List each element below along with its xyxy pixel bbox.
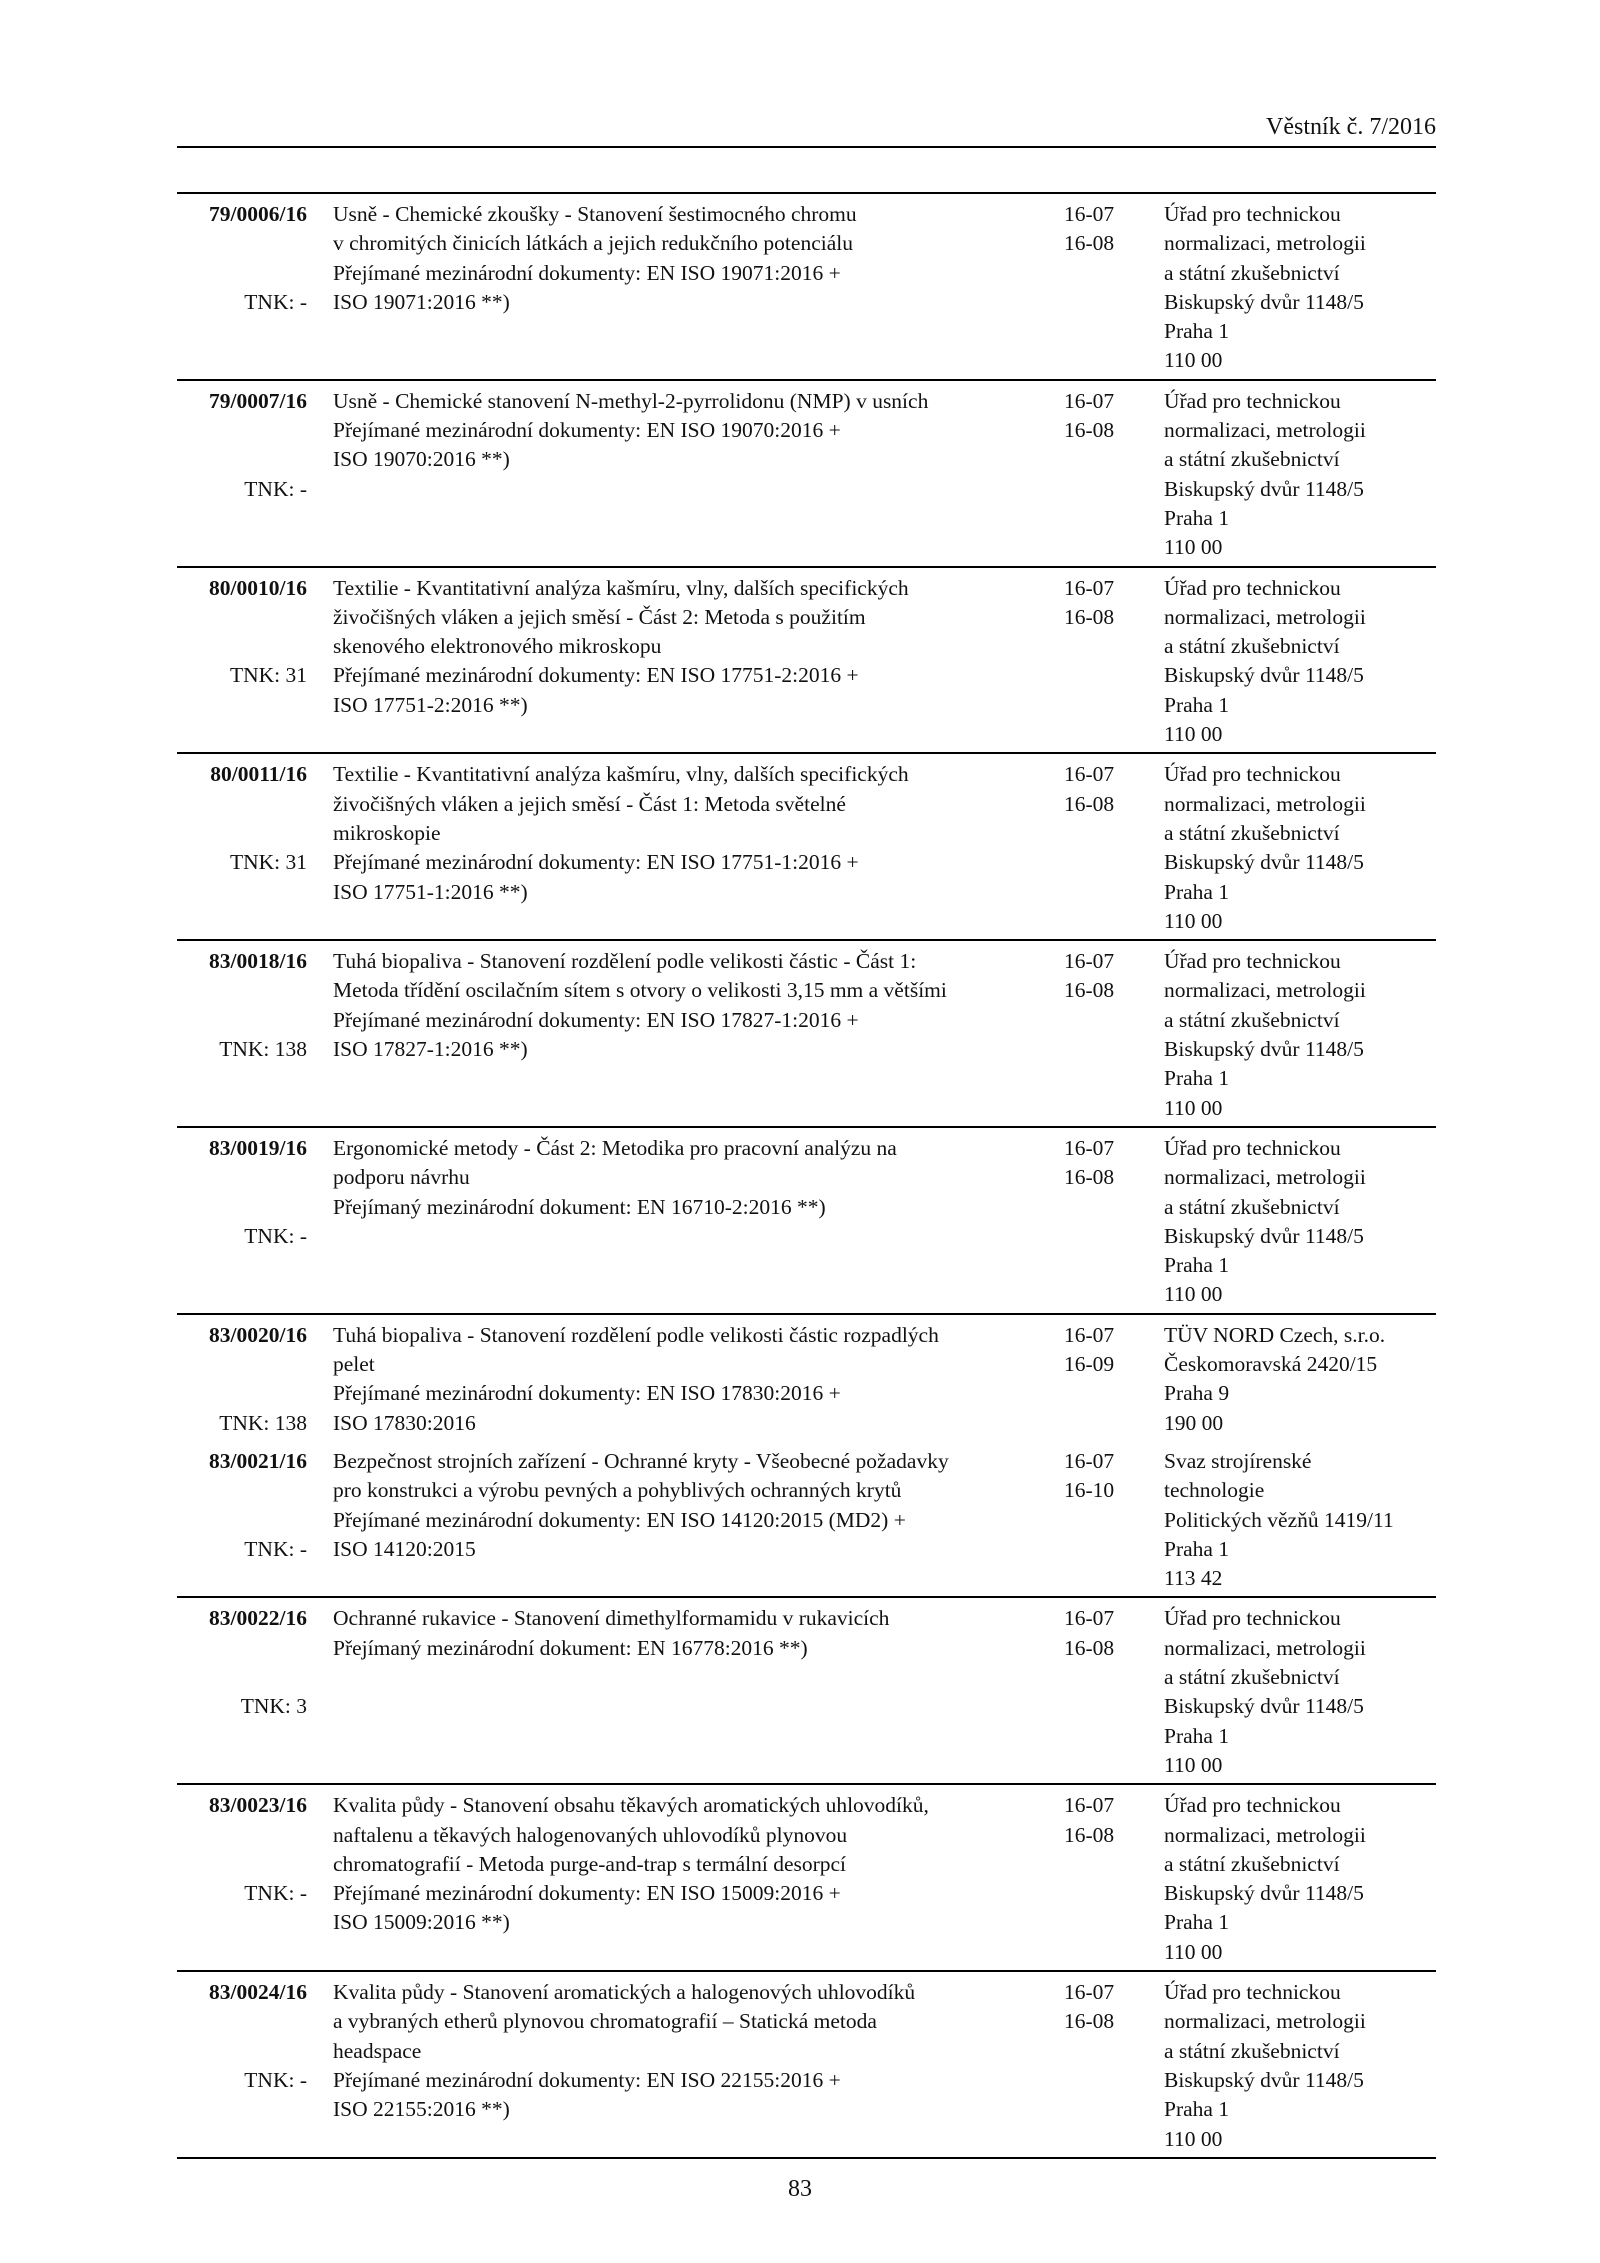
- date-codes: [1064, 200, 1134, 259]
- table-row: [177, 1598, 1436, 1785]
- tnk-label: TNK: -: [244, 476, 307, 501]
- address-line: Biskupský dvůr 1148/5: [1164, 1881, 1364, 1906]
- standard-code: 83/0023/16: [209, 1793, 307, 1818]
- row-identifier: [177, 387, 307, 504]
- title-line: ISO 17751-2:2016 **): [333, 692, 528, 717]
- address-line: Praha 1: [1164, 692, 1230, 717]
- address-line: normalizaci, metrologii: [1164, 604, 1366, 629]
- date-code: 16-08: [1064, 791, 1115, 816]
- standard-title: [333, 1604, 1033, 1663]
- tnk-label: TNK: 138: [219, 1410, 307, 1435]
- address-line: Úřad pro technickou: [1164, 949, 1341, 974]
- processor-address: [1164, 1447, 1436, 1593]
- address-line: 110 00: [1164, 2126, 1223, 2151]
- title-line: Bezpečnost strojních zařízení - Ochranné kryty - Všeobecné požadavky: [333, 1448, 949, 1473]
- address-line: normalizaci, metrologii: [1164, 2009, 1366, 2034]
- address-line: Praha 1: [1164, 1536, 1230, 1561]
- standard-code: 83/0020/16: [209, 1322, 307, 1347]
- address-line: 110 00: [1164, 1752, 1223, 1777]
- tnk-label: TNK: -: [244, 2067, 307, 2092]
- title-line: mikroskopie: [333, 820, 441, 845]
- address-line: a státní zkušebnictví: [1164, 1007, 1340, 1032]
- title-line: Přejímané mezinárodní dokumenty: EN ISO 17827-1:2016 +: [333, 1007, 859, 1032]
- date-code: 16-07: [1064, 1448, 1115, 1473]
- address-line: 110 00: [1164, 1282, 1223, 1307]
- table-row: [177, 941, 1436, 1128]
- title-line: Přejímané mezinárodní dokumenty: EN ISO 15009:2016 +: [333, 1881, 841, 1906]
- date-codes: [1064, 1134, 1134, 1193]
- date-code: 16-07: [1064, 762, 1115, 787]
- title-line: ISO 19071:2016 **): [333, 289, 510, 314]
- tnk-label: TNK: 3: [240, 1694, 307, 1719]
- standard-title: [333, 760, 1033, 906]
- address-line: TÜV NORD Czech, s.r.o.: [1164, 1322, 1386, 1347]
- date-code: 16-07: [1064, 1322, 1115, 1347]
- title-line: podporu návrhu: [333, 1165, 470, 1190]
- address-line: Úřad pro technickou: [1164, 1606, 1341, 1631]
- address-line: Českomoravská 2420/15: [1164, 1352, 1378, 1377]
- table-row: [177, 1315, 1436, 1441]
- title-line: Metoda třídění oscilačním sítem s otvory o velikosti 3,15 mm a většími: [333, 978, 947, 1003]
- row-identifier: [177, 1447, 307, 1564]
- title-line: Přejímané mezinárodní dokumenty: EN ISO 17830:2016 +: [333, 1381, 841, 1406]
- table-row: [177, 1785, 1436, 1972]
- date-code: 16-07: [1064, 1793, 1115, 1818]
- title-line: Kvalita půdy - Stanovení aromatických a halogenových uhlovodíků: [333, 1980, 916, 2005]
- address-line: 110 00: [1164, 348, 1223, 373]
- tnk-label: TNK: 138: [219, 1037, 307, 1062]
- address-line: Úřad pro technickou: [1164, 202, 1341, 226]
- address-line: Praha 9: [1164, 1381, 1230, 1406]
- standard-code: 79/0007/16: [209, 388, 307, 413]
- address-line: Biskupský dvůr 1148/5: [1164, 2067, 1364, 2092]
- table-row: [177, 1441, 1436, 1599]
- page-header-title: Věstník č. 7/2016: [1266, 114, 1436, 140]
- standard-title: [333, 1321, 1033, 1438]
- processor-address: [1164, 574, 1436, 750]
- title-line: Přejímaný mezinárodní dokument: EN 16710-2:2016 **): [333, 1194, 826, 1219]
- standard-code: 83/0018/16: [209, 949, 307, 974]
- date-code: 16-08: [1064, 1165, 1115, 1190]
- table-row: [177, 1972, 1436, 2157]
- address-line: a státní zkušebnictví: [1164, 1851, 1340, 1876]
- standard-code: 80/0010/16: [209, 575, 307, 600]
- title-line: Přejímané mezinárodní dokumenty: EN ISO 19070:2016 +: [333, 418, 841, 443]
- title-line: naftalenu a těkavých halogenovaných uhlovodíků plynovou: [333, 1822, 848, 1847]
- title-line: Přejímané mezinárodní dokumenty: EN ISO 17751-2:2016 +: [333, 663, 859, 688]
- title-line: ISO 14120:2015: [333, 1536, 476, 1561]
- processor-address: [1164, 1134, 1436, 1310]
- date-code: 16-08: [1064, 1822, 1115, 1847]
- standard-code: 83/0021/16: [209, 1448, 307, 1473]
- processor-address: [1164, 760, 1436, 936]
- table-row: [177, 754, 1436, 941]
- date-code: 16-07: [1064, 388, 1115, 413]
- title-line: Textilie - Kvantitativní analýza kašmíru, vlny, dalších specifických: [333, 762, 909, 787]
- tnk-label: TNK: -: [244, 289, 307, 314]
- address-line: Praha 1: [1164, 1910, 1230, 1935]
- standard-code: 83/0022/16: [209, 1606, 307, 1631]
- title-line: Přejímané mezinárodní dokumenty: EN ISO 19071:2016 +: [333, 260, 841, 285]
- address-line: normalizaci, metrologii: [1164, 418, 1366, 443]
- address-line: technologie: [1164, 1478, 1265, 1503]
- title-line: Kvalita půdy - Stanovení obsahu těkavých aromatických uhlovodíků,: [333, 1793, 929, 1818]
- date-codes: [1064, 387, 1134, 446]
- address-line: a státní zkušebnictví: [1164, 820, 1340, 845]
- tnk-label: TNK: 31: [229, 663, 307, 688]
- address-line: Biskupský dvůr 1148/5: [1164, 1037, 1364, 1062]
- address-line: Praha 1: [1164, 2097, 1230, 2122]
- table-row: [177, 1128, 1436, 1315]
- date-code: 16-08: [1064, 1635, 1115, 1660]
- row-identifier: [177, 947, 307, 1064]
- title-line: ISO 22155:2016 **): [333, 2097, 510, 2122]
- address-line: 110 00: [1164, 722, 1223, 747]
- date-code: 16-07: [1064, 1606, 1115, 1631]
- title-line: a vybraných etherů plynovou chromatografií – Statická metoda: [333, 2009, 877, 2034]
- address-line: Svaz strojírenské: [1164, 1448, 1312, 1473]
- title-line: Přejímané mezinárodní dokumenty: EN ISO 17751-1:2016 +: [333, 850, 859, 875]
- row-identifier: [177, 1604, 307, 1721]
- address-line: 110 00: [1164, 1095, 1223, 1120]
- address-line: Biskupský dvůr 1148/5: [1164, 289, 1364, 314]
- address-line: 113 42: [1164, 1566, 1223, 1591]
- title-line: Tuhá biopaliva - Stanovení rozdělení podle velikosti částic rozpadlých: [333, 1322, 939, 1347]
- processor-address: [1164, 1791, 1436, 1967]
- address-line: Praha 1: [1164, 505, 1230, 530]
- address-line: Praha 1: [1164, 1723, 1230, 1748]
- title-line: Textilie - Kvantitativní analýza kašmíru, vlny, dalších specifických: [333, 575, 909, 600]
- address-line: a státní zkušebnictví: [1164, 447, 1340, 472]
- address-line: Úřad pro technickou: [1164, 388, 1341, 413]
- title-line: ISO 19070:2016 **): [333, 447, 510, 472]
- tnk-label: TNK: -: [244, 1223, 307, 1248]
- row-identifier: [177, 200, 307, 317]
- title-line: Tuhá biopaliva - Stanovení rozdělení podle velikosti částic - Část 1:: [333, 949, 917, 974]
- title-line: Přejímaný mezinárodní dokument: EN 16778:2016 **): [333, 1635, 808, 1660]
- address-line: Praha 1: [1164, 879, 1230, 904]
- address-line: a státní zkušebnictví: [1164, 2038, 1340, 2063]
- table-row: [177, 194, 1436, 381]
- date-code: 16-09: [1064, 1352, 1115, 1377]
- address-line: Biskupský dvůr 1148/5: [1164, 1694, 1364, 1719]
- page-number: 83: [788, 2176, 812, 2202]
- address-line: a státní zkušebnictví: [1164, 1194, 1340, 1219]
- row-identifier: [177, 1791, 307, 1908]
- title-line: ISO 17827-1:2016 **): [333, 1037, 528, 1062]
- tnk-label: TNK: -: [244, 1536, 307, 1561]
- address-line: a státní zkušebnictví: [1164, 634, 1340, 659]
- row-identifier: [177, 1321, 307, 1438]
- tnk-label: TNK: 31: [229, 850, 307, 875]
- date-code: 16-08: [1064, 418, 1115, 443]
- standard-title: [333, 947, 1033, 1064]
- date-code: 16-07: [1064, 575, 1115, 600]
- address-line: Úřad pro technickou: [1164, 1980, 1341, 2005]
- header-rule: [177, 146, 1436, 148]
- title-line: živočišných vláken a jejich směsí - Část 2: Metoda s použitím: [333, 604, 866, 629]
- standard-code: 83/0024/16: [209, 1980, 307, 2005]
- standard-title: [333, 1134, 1033, 1222]
- address-line: Biskupský dvůr 1148/5: [1164, 663, 1364, 688]
- date-codes: [1064, 1447, 1134, 1506]
- title-line: headspace: [333, 2038, 422, 2063]
- address-line: normalizaci, metrologii: [1164, 1635, 1366, 1660]
- date-code: 16-08: [1064, 604, 1115, 629]
- standard-title: [333, 1978, 1033, 2124]
- address-line: normalizaci, metrologii: [1164, 978, 1366, 1003]
- row-identifier: [177, 574, 307, 691]
- address-line: Biskupský dvůr 1148/5: [1164, 476, 1364, 501]
- title-line: Přejímané mezinárodní dokumenty: EN ISO 22155:2016 +: [333, 2067, 841, 2092]
- date-codes: [1064, 1321, 1134, 1380]
- date-code: 16-07: [1064, 1135, 1115, 1160]
- standard-code: 80/0011/16: [210, 762, 307, 787]
- row-identifier: [177, 760, 307, 877]
- title-line: ISO 15009:2016 **): [333, 1910, 510, 1935]
- address-line: normalizaci, metrologii: [1164, 231, 1366, 256]
- standard-title: [333, 387, 1033, 475]
- date-codes: [1064, 1978, 1134, 2037]
- date-codes: [1064, 760, 1134, 819]
- date-codes: [1064, 1604, 1134, 1663]
- address-line: 110 00: [1164, 908, 1223, 933]
- row-identifier: [177, 1978, 307, 2095]
- standard-title: [333, 200, 1033, 317]
- address-line: normalizaci, metrologii: [1164, 791, 1366, 816]
- date-code: 16-08: [1064, 2009, 1115, 2034]
- tnk-label: TNK: -: [244, 1881, 307, 1906]
- date-code: 16-08: [1064, 978, 1115, 1003]
- date-codes: [1064, 947, 1134, 1006]
- address-line: Úřad pro technickou: [1164, 575, 1341, 600]
- address-line: Praha 1: [1164, 1253, 1230, 1278]
- date-code: 16-08: [1064, 231, 1115, 256]
- address-line: a státní zkušebnictví: [1164, 1665, 1340, 1690]
- standard-title: [333, 1447, 1033, 1564]
- address-line: Úřad pro technickou: [1164, 762, 1341, 787]
- title-line: chromatografií - Metoda purge-and-trap s termální desorpcí: [333, 1851, 847, 1876]
- processor-address: [1164, 387, 1436, 563]
- processor-address: [1164, 1604, 1436, 1780]
- title-line: ISO 17830:2016: [333, 1410, 476, 1435]
- title-line: Ochranné rukavice - Stanovení dimethylformamidu v rukavicích: [333, 1606, 890, 1631]
- row-identifier: [177, 1134, 307, 1251]
- address-line: Biskupský dvůr 1148/5: [1164, 1223, 1364, 1248]
- address-line: Úřad pro technickou: [1164, 1135, 1341, 1160]
- date-code: 16-07: [1064, 949, 1115, 974]
- date-codes: [1064, 1791, 1134, 1850]
- date-code: 16-10: [1064, 1478, 1115, 1503]
- address-line: 110 00: [1164, 535, 1223, 560]
- standards-table: [177, 192, 1436, 2159]
- address-line: normalizaci, metrologii: [1164, 1822, 1366, 1847]
- address-line: a státní zkušebnictví: [1164, 260, 1340, 285]
- address-line: Praha 1: [1164, 319, 1230, 344]
- date-codes: [1064, 574, 1134, 633]
- title-line: ISO 17751-1:2016 **): [333, 879, 528, 904]
- standard-code: 79/0006/16: [209, 202, 307, 226]
- date-code: 16-07: [1064, 1980, 1115, 2005]
- title-line: Ergonomické metody - Část 2: Metodika pro pracovní analýzu na: [333, 1135, 897, 1160]
- title-line: Usně - Chemické stanovení N-methyl-2-pyrrolidonu (NMP) v usních: [333, 388, 929, 413]
- processor-address: [1164, 947, 1436, 1123]
- title-line: pro konstrukci a výrobu pevných a pohyblivých ochranných krytů: [333, 1478, 902, 1503]
- standard-title: [333, 1791, 1033, 1937]
- address-line: 190 00: [1164, 1410, 1224, 1435]
- address-line: Praha 1: [1164, 1066, 1230, 1091]
- address-line: 110 00: [1164, 1939, 1223, 1964]
- standard-title: [333, 574, 1033, 720]
- title-line: v chromitých činicích látkách a jejich redukčního potenciálu: [333, 231, 853, 256]
- table-row: [177, 568, 1436, 755]
- date-code: 16-07: [1064, 202, 1115, 226]
- address-line: Politických vězňů 1419/11: [1164, 1507, 1394, 1532]
- processor-address: [1164, 200, 1436, 376]
- title-line: skenového elektronového mikroskopu: [333, 634, 662, 659]
- title-line: Usně - Chemické zkoušky - Stanovení šestimocného chromu: [333, 202, 857, 226]
- standard-code: 83/0019/16: [209, 1135, 307, 1160]
- address-line: normalizaci, metrologii: [1164, 1165, 1366, 1190]
- address-line: Biskupský dvůr 1148/5: [1164, 850, 1364, 875]
- address-line: Úřad pro technickou: [1164, 1793, 1341, 1818]
- title-line: živočišných vláken a jejich směsí - Část 1: Metoda světelné: [333, 791, 846, 816]
- table-row: [177, 381, 1436, 568]
- title-line: pelet: [333, 1352, 375, 1377]
- title-line: Přejímané mezinárodní dokumenty: EN ISO 14120:2015 (MD2) +: [333, 1507, 906, 1532]
- processor-address: [1164, 1978, 1436, 2154]
- processor-address: [1164, 1321, 1436, 1438]
